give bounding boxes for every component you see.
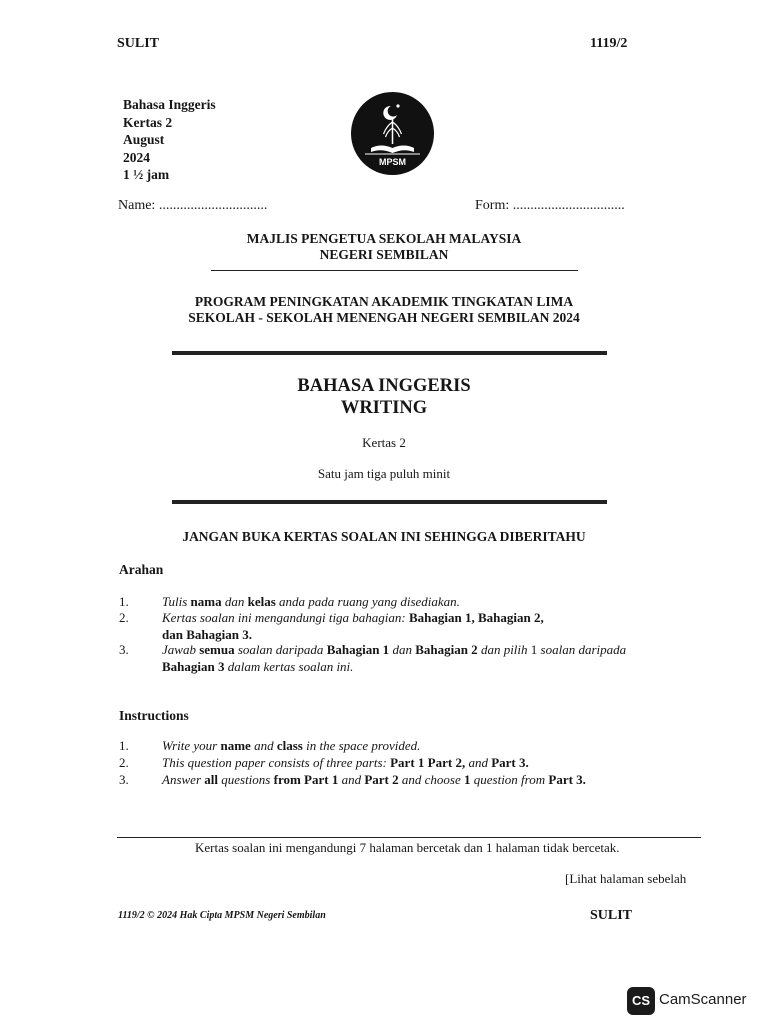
title-paper: Kertas 2 [362, 435, 406, 450]
form-field: Form: ................................ [475, 198, 625, 213]
meta-year: 2024 [123, 149, 150, 165]
header-code: 1119/2 [590, 36, 628, 51]
logo-text: MPSM [379, 157, 406, 167]
meta-month: August [123, 132, 165, 147]
program [0, 294, 768, 326]
title-duration: Satu jam tiga puluh minit [317, 466, 451, 481]
footer-divider [117, 837, 701, 838]
item-number: 1. [119, 738, 129, 753]
paper-meta [123, 96, 216, 184]
title-subject: BAHASA INGGERIS [297, 376, 471, 396]
meta-subject: Bahasa Inggeris [123, 97, 216, 112]
title-writing: WRITING [340, 398, 428, 418]
org-divider [211, 270, 578, 271]
org-line2: NEGERI SEMBILAN [319, 247, 449, 262]
next-page-note: [Lihat halaman sebelah [565, 871, 687, 886]
mpsm-emblem-icon [351, 92, 434, 175]
instruction-item-3: 3. Answer all questions from Part 1 and Part 2 and choose 1 question from Part 3. [119, 772, 586, 787]
mpsm-logo [351, 92, 434, 175]
camscanner-watermark: CamScanner [659, 991, 747, 1008]
warning-text: JANGAN BUKA KERTAS SOALAN INI SEHINGGA DIBERITAHU [182, 529, 586, 544]
arahan-item-2: 2. Kertas soalan ini mengandungi tiga bahagian: Bahagian 1, Bahagian 2, dan Bahagian 3. [119, 610, 544, 642]
meta-paper: Kertas 2 [123, 114, 173, 130]
arahan-item-1: 1. Tulis nama dan kelas anda pada ruang yang disediakan. [119, 594, 460, 609]
title-divider [172, 500, 607, 504]
copyright-note: 1119/2 © 2024 Hak Cipta MPSM Negeri Sembilan [118, 910, 326, 921]
program-divider [172, 351, 607, 355]
name-field: Name: ............................... [118, 198, 268, 213]
instruction-item-2: 2. This question paper consists of three parts: Part 1 Part 2, and Part 3. [119, 755, 529, 770]
org-line1: MAJLIS PENGETUA SEKOLAH MALAYSIA [246, 231, 522, 246]
instruction-item-1: 1. Write your name and class in the space provided. [119, 738, 421, 753]
program-line1: PROGRAM PENINGKATAN AKADEMIK TINGKATAN LIMA [194, 294, 574, 309]
item-number: 3. [119, 772, 129, 787]
program-line2: SEKOLAH - SEKOLAH MENENGAH NEGERI SEMBILAN 2024 [188, 310, 580, 325]
header-sulit: SULIT [117, 36, 160, 51]
organisation [0, 231, 768, 263]
camscanner-logo-icon: CS [627, 987, 655, 1015]
arahan-heading: Arahan [119, 562, 164, 577]
item-number: 3. [119, 642, 129, 657]
instructions-heading: Instructions [119, 708, 189, 723]
footer-sulit: SULIT [590, 908, 633, 923]
item-number: 2. [119, 610, 129, 625]
paper-title [0, 375, 768, 419]
item-number: 1. [119, 594, 129, 609]
meta-duration: 1 ½ jam [123, 167, 170, 182]
page-count-note: Kertas soalan ini mengandungi 7 halaman bercetak dan 1 halaman tidak bercetak. [195, 840, 620, 855]
item-number: 2. [119, 755, 129, 770]
arahan-item-3: 3. Jawab semua soalan daripada Bahagian 1 dan Bahagian 2 dan pilih 1 soalan daripada Bahagian 3 dalam kertas soalan ini. [119, 642, 627, 674]
